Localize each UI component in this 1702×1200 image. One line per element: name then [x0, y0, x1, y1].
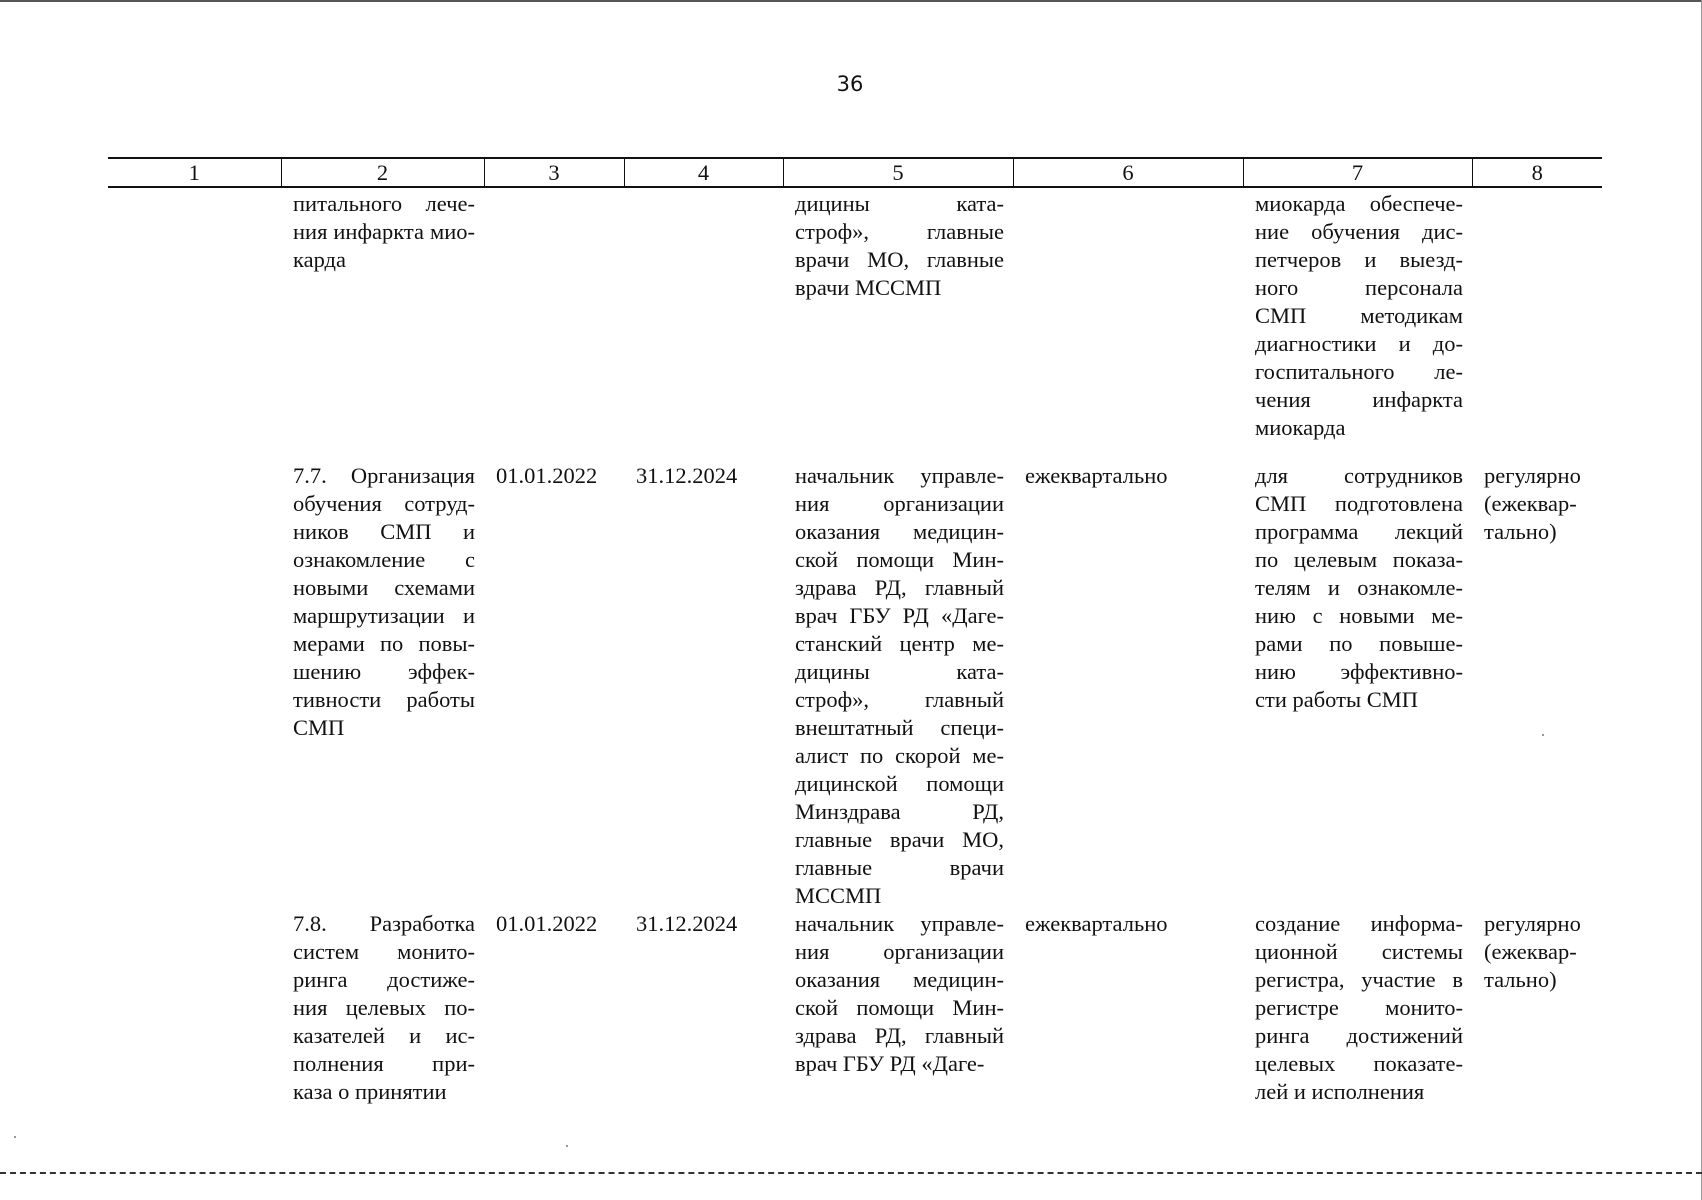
- cell-line: чения инфаркта: [1255, 387, 1463, 412]
- col-header-5: 5: [783, 158, 1013, 187]
- cell-number: [108, 187, 281, 462]
- cell-line: ринга достиже-: [293, 967, 475, 992]
- cell-line: новыми схемами: [293, 575, 475, 600]
- cell-line: оказания медицин-: [795, 967, 1004, 992]
- cell-line: ния целевых по-: [293, 995, 475, 1020]
- cell-line: здрава РД, главный: [795, 1023, 1004, 1048]
- cell-line: шению эффек-: [293, 659, 475, 684]
- cell-line: СМП методикам: [1255, 303, 1463, 328]
- cell-line: тально): [1484, 519, 1557, 544]
- cell-line: петчеров и выезд-: [1255, 247, 1463, 272]
- cell-reporting: [1472, 187, 1602, 462]
- table-row: [108, 187, 1602, 462]
- col-header-4: 4: [624, 158, 783, 187]
- cell-line: 7.7. Организация: [293, 463, 475, 488]
- cell-line: начальник управле-: [795, 463, 1004, 488]
- cell-line: тивности работы: [293, 687, 475, 712]
- cell-number: [108, 910, 281, 1106]
- cell-line: программа лекций: [1255, 519, 1463, 544]
- cell-line: телям и ознакомле-: [1255, 575, 1463, 600]
- cell-line: ния инфаркта мио-: [293, 219, 475, 244]
- cell-line: врач ГБУ РД «Даге-: [795, 603, 1004, 628]
- cell-line: врач ГБУ РД «Даге-: [795, 1051, 985, 1076]
- cell-line: регистра, участие в: [1255, 967, 1463, 992]
- col-header-7: 7: [1243, 158, 1472, 187]
- cell-line: ного персонала: [1255, 275, 1463, 300]
- cell-number: [108, 462, 281, 910]
- cell-frequency: ежеквартально: [1025, 463, 1168, 488]
- cell-responsible: [783, 187, 1013, 462]
- cell-line: регулярно: [1484, 911, 1581, 936]
- cell-result: [1243, 462, 1472, 910]
- cell-line: СМП: [293, 715, 345, 740]
- cell-line: регистре монито-: [1255, 995, 1463, 1020]
- cell-activity: [281, 910, 484, 1106]
- cell-line: внештатный специ-: [795, 715, 1004, 740]
- cell-line: оказания медицин-: [795, 519, 1004, 544]
- col-header-6: 6: [1013, 158, 1243, 187]
- cell-line: тально): [1484, 967, 1557, 992]
- cell-line: ние обучения дис-: [1255, 219, 1463, 244]
- cell-line: по целевым показа-: [1255, 547, 1463, 572]
- cell-line: питального лече-: [293, 191, 475, 216]
- scan-speck: [14, 1136, 16, 1138]
- table-row: [108, 462, 1602, 910]
- cell-line: здрава РД, главный: [795, 575, 1004, 600]
- scan-bottom-edge: [0, 1172, 1702, 1174]
- cell-line: ской помощи Мин-: [795, 547, 1004, 572]
- cell-line: ников СМП и: [293, 519, 475, 544]
- cell-line: рами по повыше-: [1255, 631, 1463, 656]
- cell-line: диагностики и до-: [1255, 331, 1463, 356]
- cell-line: врачи МО, главные: [795, 247, 1004, 272]
- cell-line: СМП подготовлена: [1255, 491, 1463, 516]
- table-row: [108, 910, 1602, 1106]
- cell-line: Минздрава РД,: [795, 799, 1004, 824]
- cell-line: алист по скорой ме-: [795, 743, 1004, 768]
- cell-line: дицины ката-: [795, 191, 1004, 216]
- cell-line: врачи МССМП: [795, 275, 942, 300]
- cell-frequency: [1013, 187, 1243, 462]
- cell-line: ния организации: [795, 491, 1004, 516]
- scan-speck: [1542, 734, 1544, 736]
- cell-line: начальник управле-: [795, 911, 1004, 936]
- cell-start-date: [484, 187, 624, 462]
- cell-line: МССМП: [795, 883, 882, 908]
- cell-line: ния организации: [795, 939, 1004, 964]
- cell-frequency: ежеквартально: [1025, 911, 1168, 936]
- col-header-2: 2: [281, 158, 484, 187]
- col-header-1: 1: [108, 158, 281, 187]
- cell-line: (ежеквар-: [1484, 491, 1577, 516]
- cell-start-date: 01.01.2022: [496, 911, 598, 936]
- cell-line: дицины ката-: [795, 659, 1004, 684]
- cell-line: 7.8. Разработка: [293, 911, 475, 936]
- cell-line: создание информа-: [1255, 911, 1463, 936]
- cell-line: ознакомление с: [293, 547, 475, 572]
- cell-line: маршрутизации и: [293, 603, 475, 628]
- cell-result: [1243, 910, 1472, 1106]
- header-row: [108, 158, 1602, 187]
- cell-line: сти работы СМП: [1255, 687, 1418, 712]
- cell-line: казателей и ис-: [293, 1023, 475, 1048]
- cell-line: дицинской помощи: [795, 771, 1004, 796]
- cell-end-date: [624, 187, 783, 462]
- cell-end-date: 31.12.2024: [636, 911, 738, 936]
- cell-line: (ежеквар-: [1484, 939, 1577, 964]
- cell-line: миокарда обеспече-: [1255, 191, 1463, 216]
- cell-responsible: [783, 462, 1013, 910]
- cell-line: ской помощи Мин-: [795, 995, 1004, 1020]
- cell-line: строф», главные: [795, 219, 1004, 244]
- cell-line: станский центр ме-: [795, 631, 1004, 656]
- cell-end-date: 31.12.2024: [636, 463, 738, 488]
- cell-activity: [281, 187, 484, 462]
- cell-line: главные врачи: [795, 855, 1004, 880]
- scan-top-edge: [0, 0, 1702, 2]
- cell-line: ционной системы: [1255, 939, 1463, 964]
- col-header-8: 8: [1472, 158, 1602, 187]
- col-header-3: 3: [484, 158, 624, 187]
- cell-line: целевых показате-: [1255, 1051, 1463, 1076]
- cell-line: мерами по повы-: [293, 631, 475, 656]
- cell-result: [1243, 187, 1472, 462]
- cell-responsible: [783, 910, 1013, 1106]
- cell-line: карда: [293, 247, 346, 272]
- cell-line: нию эффективно-: [1255, 659, 1463, 684]
- cell-line: каза о принятии: [293, 1079, 447, 1104]
- cell-line: нию с новыми ме-: [1255, 603, 1463, 628]
- cell-line: строф», главный: [795, 687, 1004, 712]
- cell-line: лей и исполнения: [1255, 1079, 1425, 1104]
- plan-table: [108, 157, 1602, 1106]
- cell-line: регулярно: [1484, 463, 1581, 488]
- cell-start-date: 01.01.2022: [496, 463, 598, 488]
- cell-line: для сотрудников: [1255, 463, 1463, 488]
- cell-line: ринга достижений: [1255, 1023, 1463, 1048]
- cell-line: обучения сотруд-: [293, 491, 475, 516]
- cell-line: миокарда: [1255, 415, 1346, 440]
- cell-line: главные врачи МО,: [795, 827, 1004, 852]
- cell-activity: [281, 462, 484, 910]
- cell-line: полнения при-: [293, 1051, 475, 1076]
- cell-reporting: [1472, 462, 1602, 910]
- cell-line: госпитального ле-: [1255, 359, 1463, 384]
- cell-line: систем монито-: [293, 939, 475, 964]
- cell-reporting: [1472, 910, 1602, 1106]
- scan-speck: [566, 1145, 568, 1147]
- page-number: 36: [836, 72, 864, 96]
